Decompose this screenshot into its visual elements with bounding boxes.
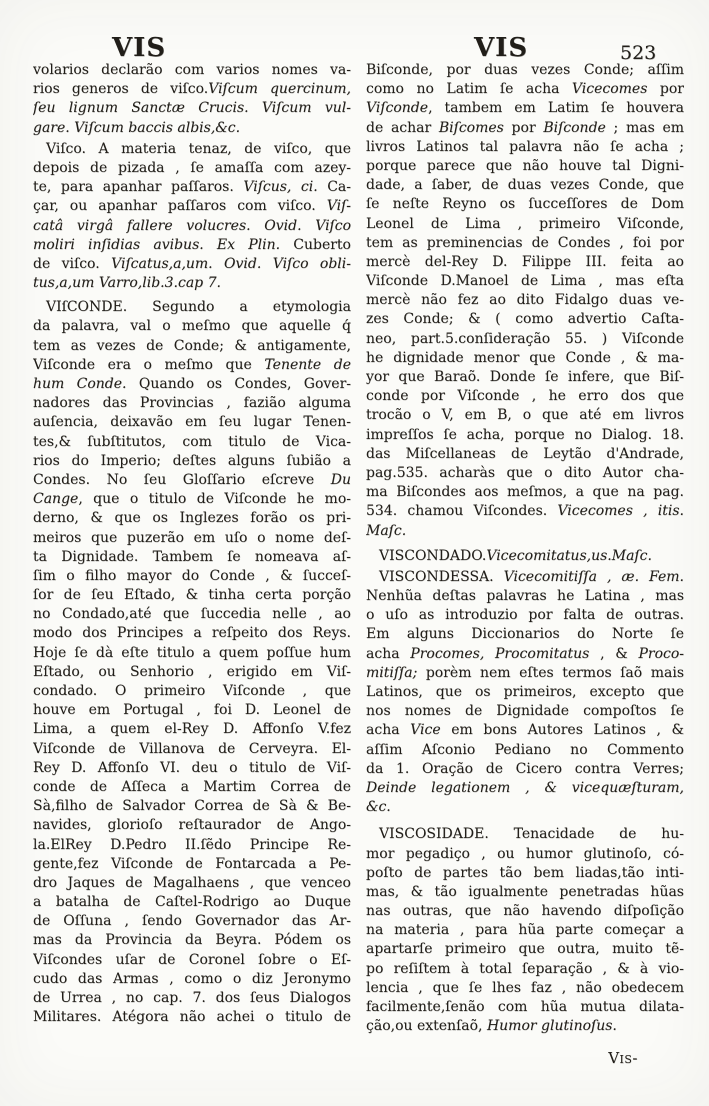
text-line xyxy=(33,931,351,950)
body-text: , & xyxy=(589,645,639,662)
latin-italic-text: Du xyxy=(330,471,351,488)
body-text: por xyxy=(503,119,544,136)
body-text: Eſtado, ou Senhorio , erigido em Viſ- xyxy=(33,663,351,680)
text-line xyxy=(33,529,351,548)
text-line xyxy=(33,663,351,682)
text-line xyxy=(33,1008,351,1027)
body-text: Lima, a quem el-Rey D. Affonſo V.fez xyxy=(33,721,351,738)
latin-italic-text: Cange xyxy=(33,491,79,508)
body-text: em bons Autores Latinos , & xyxy=(440,722,684,739)
latin-italic-text: Tenente de xyxy=(264,356,351,373)
text-line xyxy=(33,874,351,893)
latin-italic-text: Maſc. xyxy=(366,522,407,539)
text-line xyxy=(33,836,351,855)
body-text: Condes. No ſeu Gloſſario eſcreve xyxy=(33,471,331,488)
entry-paragraph xyxy=(33,298,351,1027)
body-text: como no Latim ſe acha xyxy=(366,81,572,98)
body-text: conde de Aſſeca a Martim Correa de xyxy=(33,778,351,795)
body-text: gente,fez Viſconde de Fontarcada a Pe- xyxy=(33,855,351,872)
text-line xyxy=(33,586,351,605)
body-text: , tambem em Latim ſe houvera xyxy=(428,100,684,117)
text-line xyxy=(33,452,351,471)
text-line xyxy=(366,940,684,959)
text-line xyxy=(33,375,351,394)
text-line xyxy=(366,253,684,272)
catchword: Vis- xyxy=(608,1049,638,1067)
text-line xyxy=(366,760,684,779)
text-line xyxy=(366,310,684,329)
body-text: nadores das Provincias , fazião alguma xyxy=(33,395,351,412)
text-line xyxy=(366,445,684,464)
body-text: acha xyxy=(366,722,411,739)
text-line xyxy=(366,960,684,979)
body-text: Ca- xyxy=(317,179,351,196)
left-column xyxy=(33,61,351,1027)
body-text: da 1. Oração de Cicero contra Verres; xyxy=(366,760,684,777)
body-text: ção,ou extenſaõ, xyxy=(366,1018,487,1035)
body-text: ſe neſte Reyno os ſucceſſores de Dom xyxy=(366,196,684,213)
body-text: porque parece que não houve tal Digni- xyxy=(366,157,684,174)
running-title-right: VIS xyxy=(474,33,529,63)
body-text: ; mas em xyxy=(605,119,684,136)
text-line xyxy=(366,349,684,368)
text-line xyxy=(33,433,351,452)
body-text: mas da Provincia da Beyra. Pódem os xyxy=(33,932,351,949)
body-text: VISCONDESSA. xyxy=(379,568,504,585)
entry-paragraph xyxy=(366,568,684,817)
text-line xyxy=(33,682,351,701)
body-text: de achar xyxy=(366,119,439,136)
text-line xyxy=(366,99,684,118)
latin-italic-text: Vicecomitiſſa , æ. Fem. xyxy=(503,568,684,585)
text-line xyxy=(33,855,351,874)
text-line xyxy=(33,567,351,586)
text-line xyxy=(33,394,351,413)
text-line xyxy=(366,291,684,310)
body-text: acha xyxy=(366,645,411,662)
latin-italic-text: tus,a,um Varro,lib.3.cap 7. xyxy=(33,275,221,292)
body-text: Em alguns Diccionarios do Norte ſe xyxy=(366,626,684,643)
body-text: mercè del-Rey D. Filippe III. feita ao xyxy=(366,253,684,270)
body-text: navides, glorioſo reſtaurador de Ango- xyxy=(33,817,351,834)
text-line xyxy=(366,864,684,883)
text-line xyxy=(33,337,351,356)
body-text: Biſconde, por duas vezes Conde; aſſim xyxy=(366,62,684,78)
text-line xyxy=(366,721,684,740)
text-line xyxy=(33,605,351,624)
body-text: cudo das Armas , como o diz Jeronymo xyxy=(33,970,351,987)
text-line xyxy=(33,178,351,197)
body-text: Quando os Condes, Gover- xyxy=(126,376,351,392)
text-line xyxy=(33,509,351,528)
text-line xyxy=(366,625,684,644)
body-text: Viſco. A materia tenaz, de viſco, que xyxy=(46,140,351,157)
text-line xyxy=(366,587,684,606)
text-line xyxy=(33,236,351,255)
text-line xyxy=(366,195,684,214)
text-line xyxy=(366,845,684,864)
body-text: porèm nem eſtes termos ſaõ mais xyxy=(417,664,684,681)
body-text: ma Biſcondes aos meſmos, a que na pag. xyxy=(366,484,684,501)
latin-italic-text: Vicecomitatus,us.Maſc. xyxy=(486,547,652,564)
text-line xyxy=(33,471,351,490)
text-line xyxy=(366,406,684,425)
text-line xyxy=(366,522,684,541)
body-text: livros Latinos tal palavra não ſe acha ; xyxy=(366,138,684,155)
running-title-left: VIS xyxy=(112,33,167,63)
text-line xyxy=(366,157,684,176)
text-line xyxy=(33,644,351,663)
latin-italic-text: Deinde legationem , & vicequæſturam, xyxy=(366,779,684,796)
body-text: tes,& ſubſtitutos, com titulo de Vica- xyxy=(33,433,351,450)
text-line xyxy=(366,902,684,921)
text-line xyxy=(366,779,684,798)
text-line xyxy=(366,61,684,80)
body-text: o uſo as introduzio por falta de outras. xyxy=(366,607,684,624)
latin-italic-text: Viſcum quercinum, xyxy=(208,81,351,98)
body-text: aſſim Aſconio Pediano no Commento xyxy=(366,741,684,758)
body-text: conde por Viſconde , he erro dos que xyxy=(366,388,684,405)
text-line xyxy=(366,272,684,291)
entry-paragraph xyxy=(366,825,684,1036)
text-line xyxy=(33,970,351,989)
body-text: no Condado,até que ſuccedia nelle , ao xyxy=(33,606,351,623)
body-text: Militares. Atégora não achei o titulo de xyxy=(33,1009,351,1026)
text-line xyxy=(366,368,684,387)
body-text: na materia , para hũa parte começar a xyxy=(366,922,684,939)
text-line xyxy=(33,951,351,970)
latin-italic-text: Biſcomes xyxy=(438,119,504,136)
body-text: Viſcondes uſar de Coronel ſobre o Eſ- xyxy=(33,951,351,968)
text-line xyxy=(366,606,684,625)
body-text: de viſco. xyxy=(33,255,112,272)
body-text: Leonel de Lima , primeiro Viſconde, xyxy=(366,215,684,232)
body-text: mas, & tão igualmente penetradas hũas xyxy=(366,883,684,900)
text-line xyxy=(33,701,351,720)
body-text: Cuberto xyxy=(280,236,351,253)
latin-italic-text: Viſcus, ci. xyxy=(243,179,318,196)
text-line xyxy=(366,645,684,664)
body-text: Viſconde D.Manoel de Lima , mas eſta xyxy=(366,273,684,290)
text-line xyxy=(366,741,684,760)
text-line xyxy=(33,274,351,293)
body-text: das Miſcellaneas de Leytão d'Andrade, xyxy=(366,445,684,462)
text-line xyxy=(33,255,351,274)
body-text: pag.535. acharàs que o dito Autor cha- xyxy=(366,464,684,481)
latin-italic-text: gare. Viſcum baccis albis,&c. xyxy=(33,119,241,136)
entry-paragraph xyxy=(33,140,351,294)
body-text: , que o titulo de Viſconde he mo- xyxy=(78,491,351,508)
body-text: Rey D. Affonſo VI. deu o titulo de Viſ- xyxy=(33,759,351,776)
text-line xyxy=(366,921,684,940)
text-line xyxy=(33,720,351,739)
body-text: meiros que puzerão em uſo o nome deſ- xyxy=(33,529,351,546)
text-line xyxy=(366,176,684,195)
body-text: a batalha de Caſtel-Rodrigo ao Duque xyxy=(33,894,351,911)
latin-italic-text: ſeu lignum Sanctæ Crucis. Viſcum vul- xyxy=(33,100,351,117)
body-text: modo dos Principes a reſpeito dos Reys. xyxy=(33,625,351,642)
text-line xyxy=(366,683,684,702)
body-text: da palavra, val o meſmo que aquelle q́ xyxy=(33,318,351,335)
body-text: yor que Baraõ. Donde ſe infere, que Biſ- xyxy=(366,369,684,385)
body-text: condado. O primeiro Viſconde , que xyxy=(33,683,351,699)
text-line xyxy=(366,883,684,902)
text-line xyxy=(366,568,684,587)
body-text: Sà,filho de Salvador Correa de Sà & Be- xyxy=(33,798,351,815)
text-line xyxy=(33,413,351,432)
text-line xyxy=(33,356,351,375)
body-text: la.ElRey D.Pedro II.ſẽdo Principe Re- xyxy=(33,836,351,853)
body-text: te, para apanhar paſſaros. xyxy=(33,179,244,196)
latin-italic-text: catâ virgâ fallere volucres. Ovid. Viſco xyxy=(33,217,351,234)
entry-paragraph xyxy=(366,547,684,566)
page-number: 523 xyxy=(620,42,657,64)
text-line xyxy=(366,234,684,253)
entry-paragraph xyxy=(33,61,351,138)
latin-italic-text: Biſconde xyxy=(543,119,606,136)
body-text: depois de pizada , ſe amaſſa com azey- xyxy=(33,159,351,176)
text-line xyxy=(33,317,351,336)
text-line xyxy=(366,330,684,349)
latin-italic-text: Vice xyxy=(410,722,441,739)
body-text: de Oſſuna , ſendo Governador das Ar- xyxy=(33,913,351,930)
text-line xyxy=(33,759,351,778)
latin-italic-text: Viſcatus,a,um. Ovid. Viſco obli- xyxy=(111,255,351,272)
text-line xyxy=(33,548,351,567)
body-text: facilmente,ſenão com hũa mutua dilata- xyxy=(366,999,684,1015)
body-text: nos nomes de Dignidade compoſtos ſe xyxy=(366,703,684,720)
text-line xyxy=(33,99,351,118)
body-text: dro Jaques de Magalhaens , que venceo xyxy=(33,874,351,891)
text-line xyxy=(33,778,351,797)
text-line xyxy=(366,483,684,502)
text-line xyxy=(366,502,684,521)
latin-italic-text: moliri inſidias avibus. Ex Plin. xyxy=(33,236,281,253)
text-line xyxy=(366,119,684,138)
latin-italic-text: Viſ- xyxy=(326,198,351,215)
body-text: por xyxy=(647,81,684,98)
text-line xyxy=(33,797,351,816)
text-line xyxy=(33,893,351,912)
body-text: po reſiſtem à total ſeparação , & à vio- xyxy=(366,960,684,977)
text-line xyxy=(366,80,684,99)
latin-italic-text: &c. xyxy=(366,799,391,816)
body-text: nas outras, que não havendo diſpoſição xyxy=(366,903,684,920)
body-text: neo, part.5.conſideração 55. ) Viſconde xyxy=(366,330,684,347)
body-text: dade, a ſaber, de duas vezes Conde, que xyxy=(366,177,684,194)
text-line xyxy=(366,547,684,566)
body-text: mor pegadiço , ou humor glutinoſo, có- xyxy=(366,845,684,862)
text-line xyxy=(33,119,351,138)
latin-italic-text: Procomes, Procomitatus xyxy=(410,645,590,662)
body-text: rios generos de viſco. xyxy=(33,81,209,98)
text-line xyxy=(33,80,351,99)
text-line xyxy=(366,825,684,844)
latin-italic-text: Vicecomes xyxy=(571,81,648,98)
body-text: derno, & que os Inglezes forão os pri- xyxy=(33,510,351,527)
text-line xyxy=(366,387,684,406)
text-line xyxy=(366,426,684,445)
body-text: ſim o filho mayor do Conde , & ſucceſ- xyxy=(33,567,351,584)
body-text: trocão o V, em B, o que até em livros xyxy=(366,407,684,424)
body-text: apartarſe primeiro que outra, muito tẽ- xyxy=(366,941,684,958)
text-line xyxy=(33,912,351,931)
body-text: VISCONDADO. xyxy=(379,547,487,564)
body-text: 534. chamou Viſcondes. xyxy=(366,503,558,520)
body-text: Hoje ſe dà eſte titulo a quem poſſue hum xyxy=(33,644,351,661)
body-text: VIſCONDE. Segundo a etymologia xyxy=(46,299,351,316)
body-text: mercè não fez ao dito Fidalgo duas ve- xyxy=(366,292,684,309)
latin-italic-text: Vicecomes , itis. xyxy=(557,503,684,520)
body-text: zes Conde; & ( como advertio Caſta- xyxy=(366,311,684,328)
body-text: de Urrea , no cap. 7. dos ſeus Dialogos xyxy=(33,990,351,1006)
body-text: houve em Portugal , foi D. Leonel de xyxy=(33,702,351,719)
body-text: volarios declarão com varios nomes va- xyxy=(33,62,351,78)
body-text: çar, ou apanhar paſſaros com viſco. xyxy=(33,198,327,215)
body-text: he dignidade menor que Conde , & ma- xyxy=(366,349,684,366)
text-line xyxy=(366,1017,684,1036)
text-line xyxy=(366,998,684,1017)
body-text: rios do Imperio; deſtes alguns ſubião a xyxy=(33,452,351,469)
text-line xyxy=(33,816,351,835)
text-line xyxy=(33,140,351,159)
text-line xyxy=(33,217,351,236)
text-line xyxy=(366,464,684,483)
text-line xyxy=(366,798,684,817)
body-text: Nenhũa deſtas palavras he Latina , mas xyxy=(366,588,684,605)
text-line xyxy=(33,624,351,643)
body-text: tem as vezes de Conde; & antigamente, xyxy=(33,337,351,354)
body-text: Viſconde era o meſmo que xyxy=(33,356,265,373)
body-text: ſor de ſeu Eſtado, & tinha certa porção xyxy=(33,587,351,604)
latin-italic-text: mitiſſa; xyxy=(366,664,418,681)
latin-italic-text: Humor glutinoſus. xyxy=(486,1018,617,1035)
entry-paragraph xyxy=(366,61,684,541)
text-line xyxy=(366,664,684,683)
text-line xyxy=(33,61,351,80)
body-text: poſto de partes tão bem liadas,tão inti- xyxy=(366,864,684,881)
text-line xyxy=(33,490,351,509)
text-line xyxy=(366,215,684,234)
body-text: Latinos, que os primeiros, excepto que xyxy=(366,684,684,700)
body-text: auſencia, deixavão em ſeu lugar Tenen- xyxy=(33,414,351,431)
latin-italic-text: Proco- xyxy=(638,645,684,662)
text-line xyxy=(33,989,351,1008)
text-line xyxy=(33,159,351,178)
text-line xyxy=(366,979,684,998)
body-text: lencia , que ſe lhes faz , não obedecem xyxy=(366,979,684,996)
text-line xyxy=(33,740,351,759)
body-text: ta Dignidade. Tambem ſe nomeava aſ- xyxy=(33,548,351,565)
latin-italic-text: hum Conde. xyxy=(33,376,127,392)
text-line xyxy=(33,197,351,216)
body-text: VISCOSIDADE. Tenacidade de hu- xyxy=(379,826,684,843)
text-line xyxy=(366,138,684,157)
text-line xyxy=(33,298,351,317)
text-line xyxy=(366,702,684,721)
right-column xyxy=(366,61,684,1036)
body-text: tem as preminencias de Condes , foi por xyxy=(366,234,684,251)
body-text: impreſſos ſe acha, porque no Dialog. 18. xyxy=(366,426,684,443)
body-text: Viſconde de Villanova de Cerveyra. El- xyxy=(33,740,351,757)
latin-italic-text: Viſconde xyxy=(366,100,429,117)
